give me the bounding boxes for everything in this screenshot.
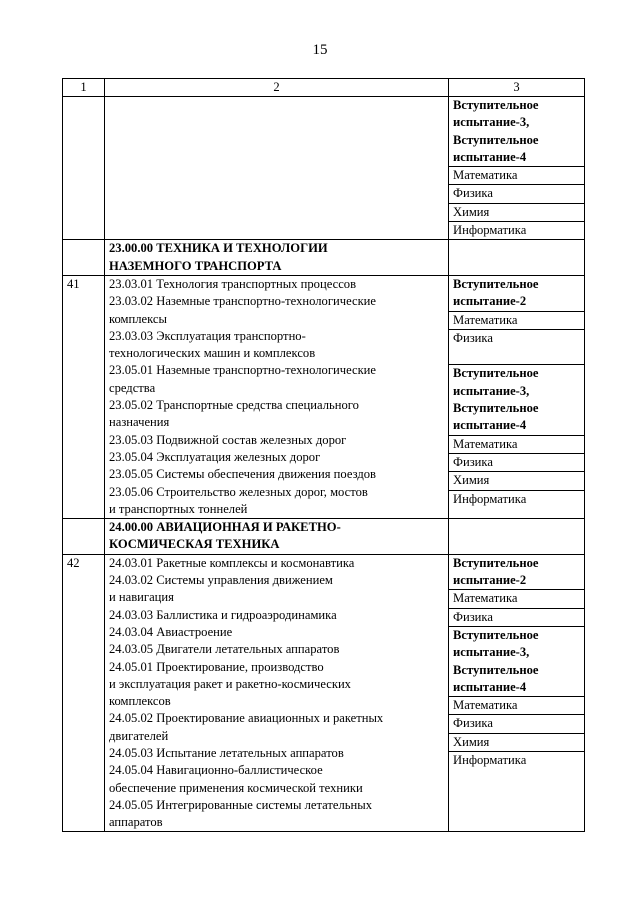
- program-line: 23.03.03 Эксплуатация транспортно-: [109, 328, 306, 343]
- section-title-row: [63, 240, 585, 276]
- exam-subject: Математика: [449, 436, 584, 454]
- exam-group: Вступительное испытание-2: [449, 276, 584, 312]
- exam-line: испытание-3,: [453, 115, 530, 130]
- program-line: двигателей: [109, 728, 169, 743]
- exam-line: Вступительное: [453, 98, 539, 112]
- program-line: 24.05.01 Проектирование, производство: [109, 659, 324, 674]
- program-line: комплексов: [109, 694, 171, 709]
- exams-cell: [449, 97, 585, 240]
- header-row: [63, 79, 585, 97]
- header-cell-1: 1: [63, 79, 105, 97]
- row-number: 42: [63, 554, 105, 832]
- program-line: 23.05.03 Подвижной состав железных дорог: [109, 432, 347, 447]
- section-title-row: [63, 519, 585, 555]
- exam-subject: Математика: [449, 697, 584, 715]
- program-line: и эксплуатация ракет и ракетно-космических: [109, 676, 351, 691]
- program-line: технологических машин и комплексов: [109, 346, 316, 361]
- program-line: аппаратов: [109, 815, 163, 830]
- program-line: и транспортных тоннелей: [109, 501, 248, 516]
- program-line: 24.03.05 Двигатели летательных аппаратов: [109, 642, 340, 657]
- program-line: 24.03.01 Ракетные комплексы и космонавтика: [109, 555, 355, 570]
- table-row: [63, 275, 585, 518]
- row-number: 41: [63, 275, 105, 518]
- program-line: обеспечение применения космической техники: [109, 780, 363, 795]
- program-line: 24.05.05 Интегрированные системы летательных: [109, 797, 373, 812]
- exam-subject: Информатика: [453, 491, 527, 506]
- exam-subject: Математика: [449, 167, 584, 185]
- program-line: 24.03.03 Баллистика и гидроаэродинамика: [109, 607, 337, 622]
- header-cell-3: 3: [449, 79, 585, 97]
- exam-line: испытание-4: [453, 149, 527, 164]
- section-title: 24.00.00 АВИАЦИОННАЯ И РАКЕТНО- КОСМИЧЕСКАЯ ТЕХНИКА: [105, 519, 449, 555]
- exam-subject: Математика: [449, 312, 584, 330]
- table-row: [63, 554, 585, 832]
- program-line: и навигация: [109, 590, 174, 605]
- programs-cell: [105, 554, 449, 832]
- number-cell: [63, 97, 105, 240]
- exam-subject: Физика: [449, 185, 584, 203]
- section-title: 23.00.00 ТЕХНИКА И ТЕХНОЛОГИИ НАЗЕМНОГО ТРАНСПОРТА: [105, 240, 449, 276]
- exams-cell: [449, 554, 585, 832]
- exams-cell: [449, 275, 585, 518]
- program-line: средства: [109, 380, 156, 395]
- program-line: 23.05.05 Системы обеспечения движения поездов: [109, 467, 376, 482]
- program-line: 23.05.01 Наземные транспортно-технологические: [109, 363, 377, 378]
- exam-group: [449, 97, 584, 167]
- program-line: 24.05.03 Испытание летательных аппаратов: [109, 745, 344, 760]
- program-line: 23.03.02 Наземные транспортно-технологические: [109, 294, 377, 309]
- exam-subject: Информатика: [453, 223, 527, 238]
- programs-cell: [105, 97, 449, 240]
- exam-subject: Физика: [449, 609, 584, 627]
- program-line: 23.03.01 Технология транспортных процессов: [109, 276, 357, 291]
- program-line: 24.05.02 Проектирование авиационных и ракетных: [109, 711, 384, 726]
- exam-subject: Химия: [449, 472, 584, 490]
- exam-group: Вступительное испытание-3, Вступительное испытание-4: [449, 627, 584, 697]
- program-line: 23.05.02 Транспортные средства специального: [109, 398, 359, 413]
- admission-table: [62, 78, 585, 832]
- program-line: 23.05.04 Эксплуатация железных дорог: [109, 449, 321, 464]
- exam-subject: Физика: [449, 454, 584, 472]
- exam-group: Вступительное испытание-3, Вступительное испытание-4: [449, 365, 584, 435]
- program-line: 23.05.06 Строительство железных дорог, мостов: [109, 484, 368, 499]
- program-line: 24.05.04 Навигационно-баллистическое: [109, 763, 323, 778]
- programs-cell: [105, 275, 449, 518]
- exam-subject: Физика: [449, 715, 584, 733]
- exam-subject: Химия: [449, 204, 584, 222]
- exam-subject: Математика: [449, 590, 584, 608]
- exam-subject: Информатика: [453, 752, 527, 767]
- header-cell-2: 2: [105, 79, 449, 97]
- program-line: 24.03.02 Системы управления движением: [109, 573, 333, 588]
- continuation-row: [63, 97, 585, 240]
- program-line: 24.03.04 Авиастроение: [109, 624, 233, 639]
- exam-group: Вступительное испытание-2: [449, 555, 584, 591]
- page-number: 15: [312, 42, 328, 58]
- program-line: назначения: [109, 415, 170, 430]
- exam-subject: Химия: [449, 734, 584, 752]
- exam-subject: Физика: [449, 330, 584, 366]
- exam-line: Вступительное: [453, 132, 539, 147]
- program-line: комплексы: [109, 311, 167, 326]
